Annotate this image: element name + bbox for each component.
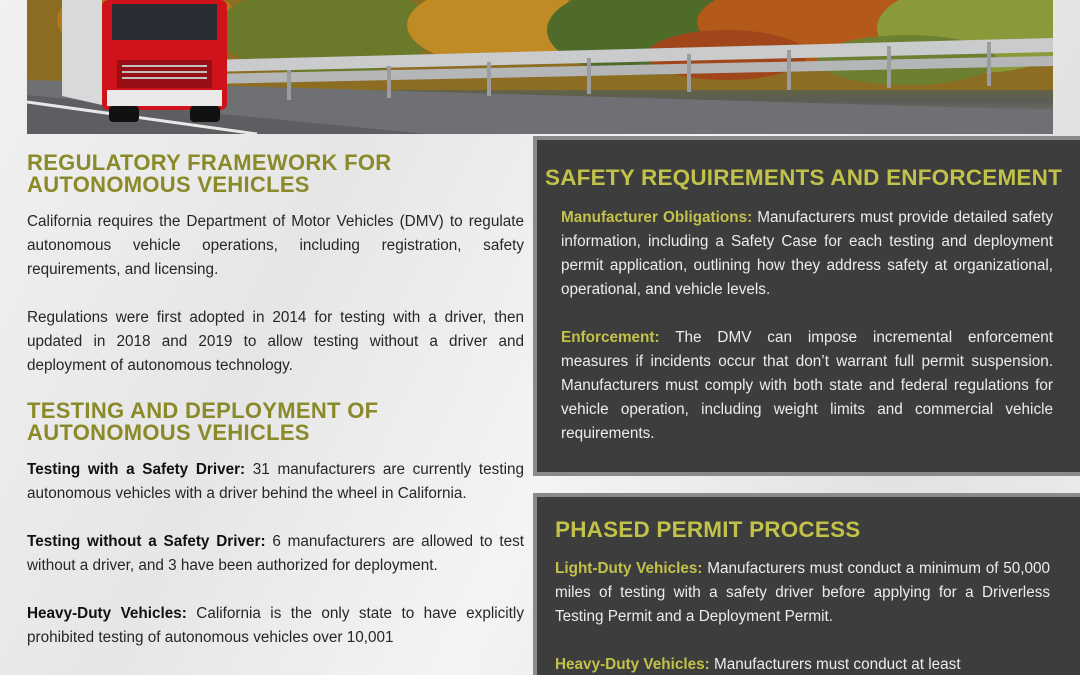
paragraph: Regulations were first adopted in 2014 for testing with a driver, then updated in 2018 and 2019 to allow testing without a driver and deployment of autonomous technology.: [27, 309, 524, 374]
body-text: The DMV can impose incremental enforcement measures if incidents occur that don’t warrant full permit suspension. Manufacturers must comply with both state and federal regulations for vehicle operation, including weight limits and commercial vehicle requirements.: [561, 329, 1053, 442]
lead-text: Testing with a Safety Driver:: [27, 461, 246, 478]
section-heading-regulatory: [27, 152, 524, 196]
panel-title: SAFETY REQUIREMENTS AND ENFORCEMENT: [545, 165, 1063, 190]
paragraph: [561, 326, 1053, 446]
heading-line: REGULATORY FRAMEWORK FOR: [27, 150, 392, 175]
paragraph: [27, 602, 524, 650]
left-column: [27, 152, 524, 650]
lead-text: Heavy-Duty Vehicles:: [27, 605, 187, 622]
permit-panel: [533, 493, 1080, 675]
paragraph: California requires the Department of Motor Vehicles (DMV) to regulate autonomous vehicle operations, including registration, safety requirements, and licensing.: [27, 213, 524, 278]
panel-title: PHASED PERMIT PROCESS: [555, 517, 861, 542]
hero-image: [27, 0, 1053, 134]
paragraph: [27, 458, 524, 506]
body-text: California is the only state to have explicitly prohibited testing of autonomous vehicles over 10,001: [27, 605, 524, 646]
lead-text: Heavy-Duty Vehicles:: [555, 656, 710, 673]
lead-text: Manufacturer Obligations:: [561, 209, 753, 226]
body-text: 31 manufacturers are currently testing autonomous vehicles with a driver behind the wheel in California.: [27, 461, 524, 502]
body-text: Manufacturers must provide detailed safety information, including a Safety Case for each testing and deployment permit application, outlining how they address safety at organizational, operational, and vehicle levels.: [561, 209, 1053, 298]
paragraph: [561, 206, 1053, 302]
lead-text: Light-Duty Vehicles:: [555, 560, 703, 577]
heading-line: TESTING AND DEPLOYMENT OF: [27, 398, 379, 423]
paragraph: [555, 653, 1050, 675]
body-text: Manufacturers must conduct at least: [709, 656, 961, 673]
lead-text: Enforcement:: [561, 329, 660, 346]
body-text: 6 manufacturers are allowed to test without a driver, and 3 have been authorized for deployment.: [27, 533, 524, 574]
paragraph: [555, 557, 1050, 629]
lead-text: Testing without a Safety Driver:: [27, 533, 266, 550]
truck-highway-illustration: [27, 0, 1053, 134]
heading-line: AUTONOMOUS VEHICLES: [27, 172, 310, 197]
safety-panel: [533, 136, 1080, 476]
body-text: Manufacturers must conduct a minimum of 50,000 miles of testing with a safety driver before applying for a Driverless Testing Permit and a Deployment Permit.: [555, 560, 1050, 625]
heading-line: AUTONOMOUS VEHICLES: [27, 420, 310, 445]
section-heading-testing: [27, 400, 524, 444]
paragraph: [27, 530, 524, 578]
